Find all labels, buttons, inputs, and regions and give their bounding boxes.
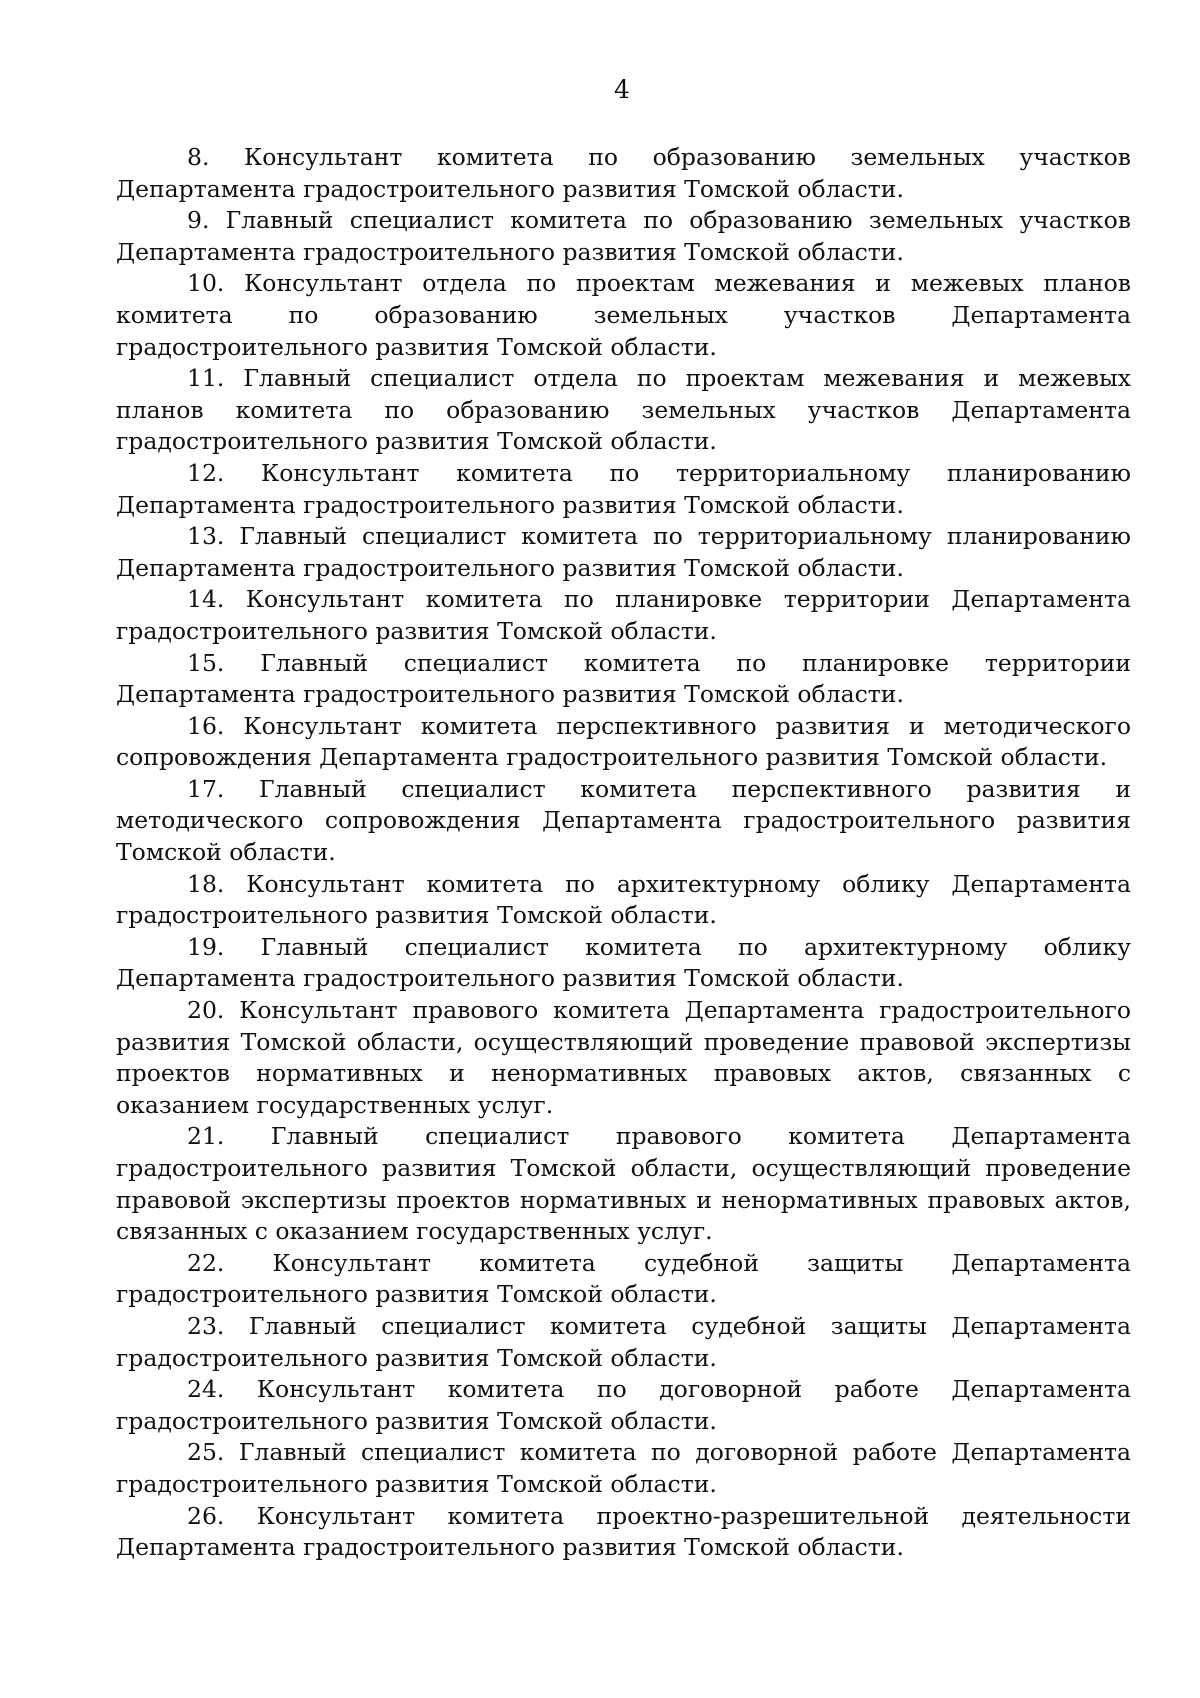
list-item: 8. Консультант комитета по образованию земельных участков Департамента градостроительного развития Томской области. <box>116 143 1131 203</box>
list-item: 21. Главный специалист правового комитета Департамента градостроительного развития Томской области, осуществляющий проведение правовой экспертизы проектов нормативных и ненормативных правовых актов, связанных с оказанием государственных услуг. <box>116 1122 1131 1246</box>
list-item: 9. Главный специалист комитета по образованию земельных участков Департамента градостроительного развития Томской области. <box>116 206 1131 266</box>
list-item: 11. Главный специалист отдела по проектам межевания и межевых планов комитета по образованию земельных участков Департамента градостроительного развития Томской области. <box>116 364 1131 456</box>
list-item: 16. Консультант комитета перспективного развития и методического сопровождения Департамента градостроительного развития Томской области. <box>116 711 1131 772</box>
list-item: 12. Консультант комитета по территориальному планированию Департамента градостроительного развития Томской области. <box>116 458 1131 519</box>
list-item: 22. Консультант комитета судебной защиты Департамента градостроительного развития Томской области. <box>116 1248 1131 1309</box>
list-item: 15. Главный специалист комитета по планировке территории Департамента градостроительного развития Томской области. <box>116 648 1131 709</box>
position-list <box>116 142 1131 1564</box>
list-item: 17. Главный специалист комитета перспективного развития и методического сопровождения Департамента градостроительного развития Томской области. <box>116 774 1131 867</box>
list-item: 18. Консультант комитета по архитектурному облику Департамента градостроительного развития Томской области. <box>116 869 1131 930</box>
page-number: 4 <box>614 75 630 104</box>
list-item: 14. Консультант комитета по планировке территории Департамента градостроительного развития Томской области. <box>116 585 1131 645</box>
list-item: 24. Консультант комитета по договорной работе Департамента градостроительного развития Томской области. <box>116 1375 1131 1435</box>
list-item: 20. Консультант правового комитета Департамента градостроительного развития Томской области, осуществляющий проведение правовой экспертизы проектов нормативных и ненормативных правовых актов, связанных с оказанием государственных услуг. <box>116 996 1131 1119</box>
list-item: 23. Главный специалист комитета судебной защиты Департамента градостроительного развития Томской области. <box>116 1311 1131 1372</box>
list-item: 10. Консультант отдела по проектам межевания и межевых планов комитета по образованию земельных участков Департамента градостроительного развития Томской области. <box>116 269 1131 361</box>
list-item: 26. Консультант комитета проектно-разрешительной деятельности Департамента градостроительного развития Томской области. <box>116 1501 1131 1562</box>
list-item: 25. Главный специалист комитета по договорной работе Департамента градостроительного развития Томской области. <box>116 1438 1131 1498</box>
list-item: 19. Главный специалист комитета по архитектурному облику Департамента градостроительного развития Томской области. <box>116 932 1131 993</box>
list-item: 13. Главный специалист комитета по территориальному планированию Департамента градостроительного развития Томской области. <box>116 522 1131 582</box>
